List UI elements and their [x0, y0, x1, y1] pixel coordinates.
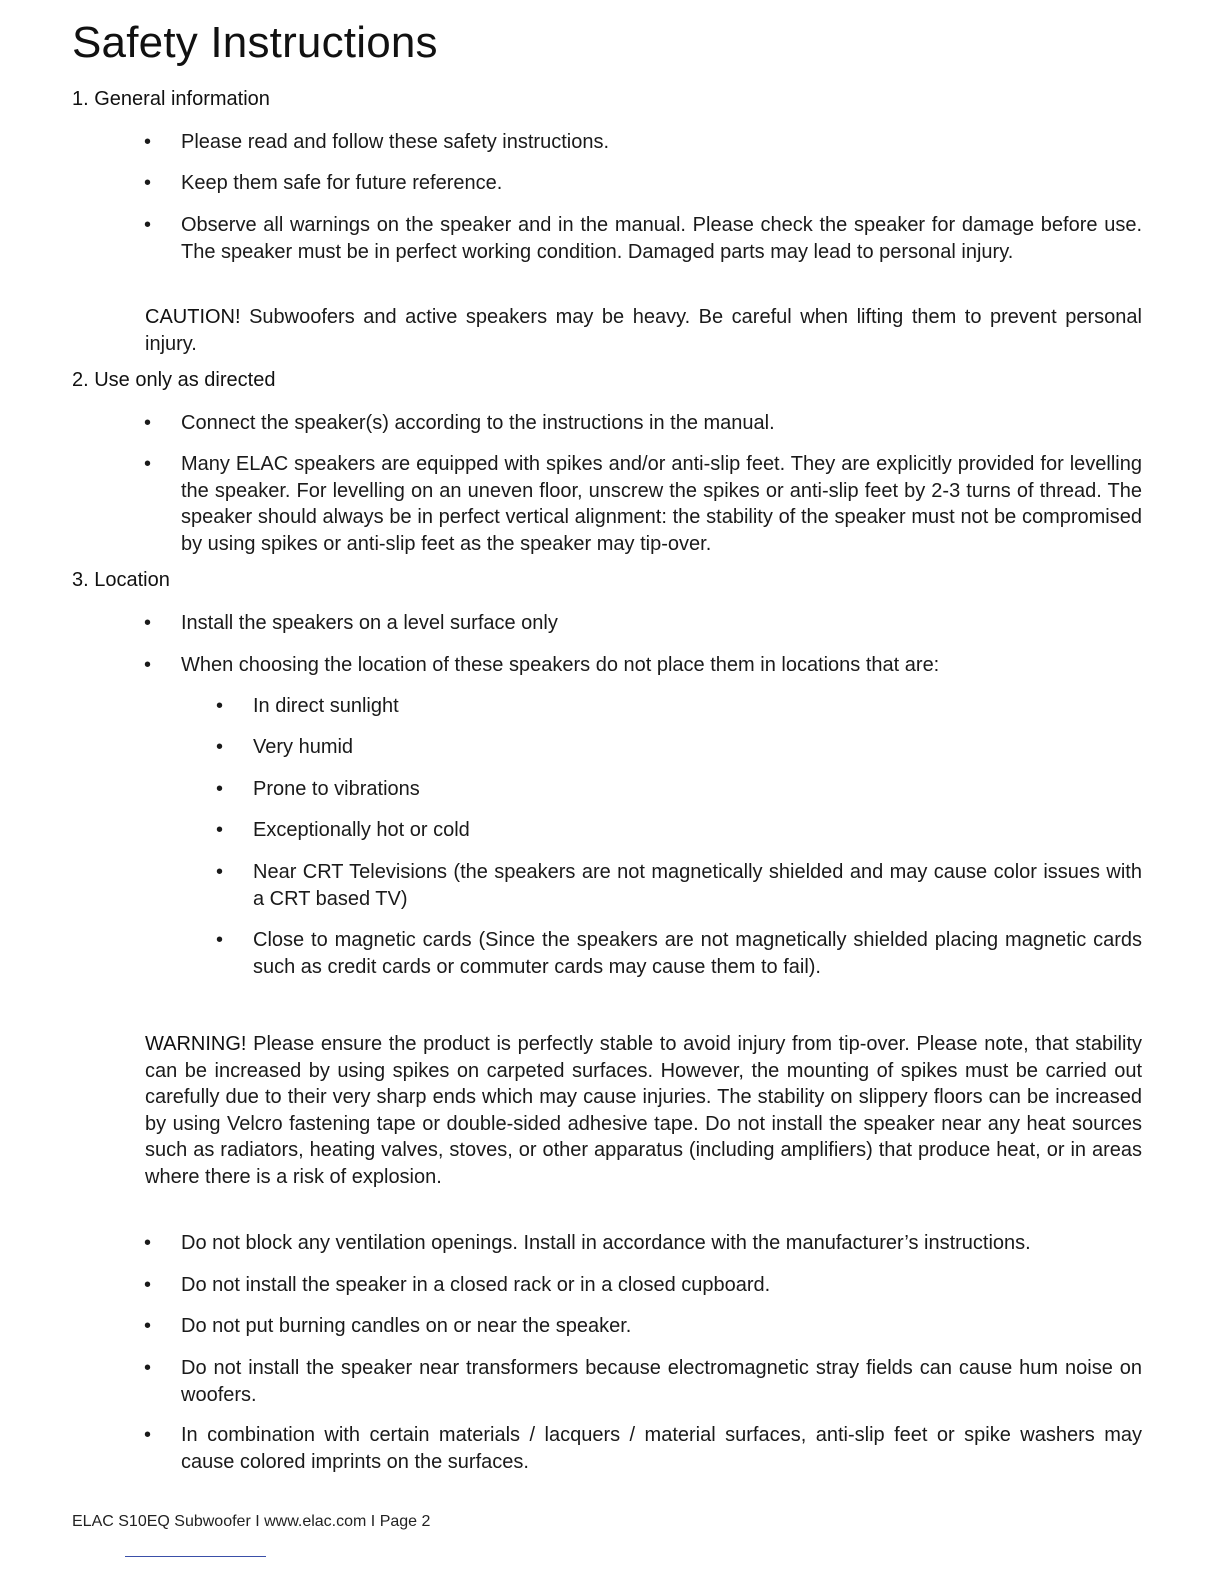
bullet-icon: • [144, 1357, 152, 1379]
bullet-icon: • [144, 453, 152, 475]
sub-list-item-text: Near CRT Televisions (the speakers are not magnetically shielded and may cause color issues with a CRT based TV) [253, 861, 1142, 910]
list-item [144, 451, 1142, 557]
bullet-icon: • [216, 695, 224, 717]
list-item-text: Connect the speaker(s) according to the instructions in the manual. [181, 412, 775, 434]
list-item [144, 1422, 1142, 1475]
list-item-text: When choosing the location of these speakers do not place them in locations that are: [181, 654, 940, 676]
footer-divider [125, 1556, 266, 1557]
bullet-icon: • [144, 1232, 152, 1254]
list-item [144, 1230, 1142, 1257]
bullet-icon: • [144, 412, 152, 434]
sub-list-item [216, 817, 1142, 844]
sub-list-item [216, 693, 1142, 720]
list-item-text: Do not put burning candles on or near the speaker. [181, 1315, 632, 1337]
list-item [144, 170, 1142, 197]
sub-list-item-text: Very humid [253, 736, 354, 758]
page-footer: ELAC S10EQ Subwoofer I www.elac.com I Page 2 [72, 1513, 431, 1530]
bullet-icon: • [216, 778, 224, 800]
sub-list-item [216, 859, 1142, 912]
warning-notice [145, 1031, 1142, 1190]
list-item [144, 129, 1142, 156]
warning-label: WARNING! [145, 1033, 247, 1055]
list-item-text: Observe all warnings on the speaker and in the manual. Please check the speaker for damage before use. The speaker must be in perfect working condition. Damaged parts may lead to personal injury. [181, 214, 1142, 263]
list-item-text: Do not install the speaker near transformers because electromagnetic stray fields can cause hum noise on woofers. [181, 1357, 1142, 1406]
sub-list-item-text: In direct sunlight [253, 695, 399, 717]
caution-label: CAUTION! [145, 306, 241, 328]
caution-text: Subwoofers and active speakers may be heavy. Be careful when lifting them to prevent personal injury. [145, 306, 1142, 355]
list-item-text: Keep them safe for future reference. [181, 172, 503, 194]
section-heading-general-information: 1. General information [72, 88, 270, 110]
bullet-icon: • [144, 612, 152, 634]
warning-text: Please ensure the product is perfectly stable to avoid injury from tip-over. Please note, that stability can be increased by using spikes on carpeted surfaces. However, the mounting of spikes must be carried out carefully due to their very sharp ends which may cause injuries. The stability on slippery floors can be increased by using Velcro fastening tape or double-sided adhesive tape. Do not install the speaker near any heat sources such as radiators, heating valves, stoves, or other apparatus (including amplifiers) that produce heat, or in areas where there is a risk of explosion. [145, 1033, 1142, 1188]
list-item-text: Many ELAC speakers are equipped with spikes and/or anti-slip feet. They are explicitly provided for levelling the speaker. For levelling on an uneven floor, unscrew the spikes or anti-slip feet by 2-3 turns of thread. The speaker should always be in perfect vertical alignment: the stability of the speaker must not be compromised by using spikes or anti-slip feet as the speaker may tip-over. [181, 453, 1142, 555]
list-item [144, 1272, 1142, 1299]
caution-notice [145, 304, 1142, 357]
list-item-text: Do not block any ventilation openings. Install in accordance with the manufacturer’s instructions. [181, 1232, 1031, 1254]
list-item-text: Please read and follow these safety instructions. [181, 131, 610, 153]
bullet-icon: • [216, 819, 224, 841]
list-item [144, 1355, 1142, 1408]
bullet-icon: • [144, 214, 152, 236]
list-item [144, 212, 1142, 265]
sub-list-item-text: Close to magnetic cards (Since the speakers are not magnetically shielded placing magnetic cards such as credit cards or commuter cards may cause them to fail). [253, 929, 1142, 978]
bullet-icon: • [216, 736, 224, 758]
page-title: Safety Instructions [72, 18, 438, 67]
section-heading-location: 3. Location [72, 569, 170, 591]
sub-list-item [216, 927, 1142, 980]
bullet-icon: • [144, 131, 152, 153]
bullet-icon: • [144, 172, 152, 194]
list-item [144, 652, 1142, 679]
list-item-text: In combination with certain materials / lacquers / material surfaces, anti-slip feet or spike washers may cause colored imprints on the surfaces. [181, 1424, 1142, 1473]
bullet-icon: • [144, 1424, 152, 1446]
list-item-text: Install the speakers on a level surface only [181, 612, 558, 634]
bullet-icon: • [216, 861, 224, 883]
list-item [144, 610, 1142, 637]
bullet-icon: • [144, 654, 152, 676]
section-heading-use-only-as-directed: 2. Use only as directed [72, 369, 276, 391]
list-item [144, 410, 1142, 437]
list-item-text: Do not install the speaker in a closed rack or in a closed cupboard. [181, 1274, 771, 1296]
sub-list-item-text: Prone to vibrations [253, 778, 420, 800]
list-item [144, 1313, 1142, 1340]
sub-list-item [216, 776, 1142, 803]
bullet-icon: • [144, 1315, 152, 1337]
sub-list-item [216, 734, 1142, 761]
sub-list-item-text: Exceptionally hot or cold [253, 819, 470, 841]
bullet-icon: • [144, 1274, 152, 1296]
bullet-icon: • [216, 929, 224, 951]
